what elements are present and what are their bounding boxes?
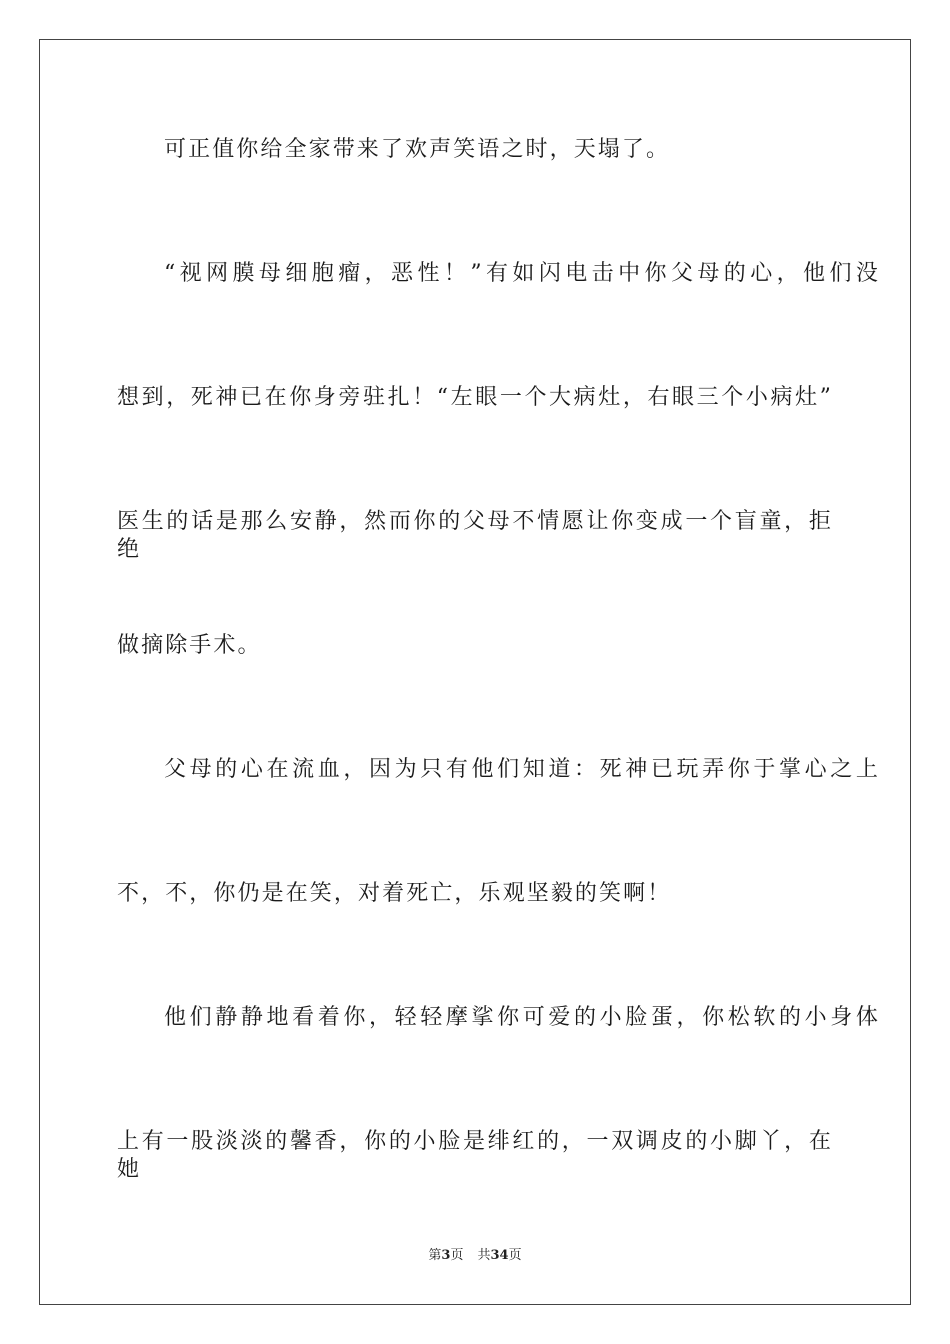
paragraph-line-9: 上有一股淡淡的馨香，你的小脸是绯红的，一双调皮的小脚丫，在她 [117, 1129, 833, 1182]
paragraph-line-8: 他们静静地看着你，轻轻摩挲你可爱的小脸蛋，你松软的小身体 [164, 1005, 880, 1030]
total-prefix: 共 [477, 1248, 491, 1263]
page-border [39, 39, 911, 1305]
paragraph-line-5: 做摘除手术。 [117, 633, 262, 658]
paragraph-line-2: “视网膜母细胞瘤，恶性！”有如闪电击中你父母的心，他们没 [164, 261, 880, 286]
paragraph-line-3: 想到，死神已在你身旁驻扎！“左眼一个大病灶，右眼三个小病灶” [117, 385, 833, 410]
paragraph-line-7: 不，不，你仍是在笑，对着死亡，乐观坚毅的笑啊！ [117, 881, 672, 906]
total-suffix: 页 [508, 1248, 522, 1263]
total-pages: 34 [490, 1248, 509, 1263]
paragraph-line-4: 医生的话是那么安静，然而你的父母不情愿让你变成一个盲童，拒绝 [117, 509, 833, 562]
paragraph-line-6: 父母的心在流血，因为只有他们知道：死神已玩弄你于掌心之上 [164, 757, 880, 782]
paragraph-line-1: 可正值你给全家带来了欢声笑语之时，天塌了。 [164, 137, 671, 162]
page-footer [0, 1248, 950, 1264]
page-prefix: 第 [428, 1248, 442, 1263]
page-number: 3 [441, 1248, 451, 1263]
page-suffix: 页 [450, 1248, 464, 1263]
